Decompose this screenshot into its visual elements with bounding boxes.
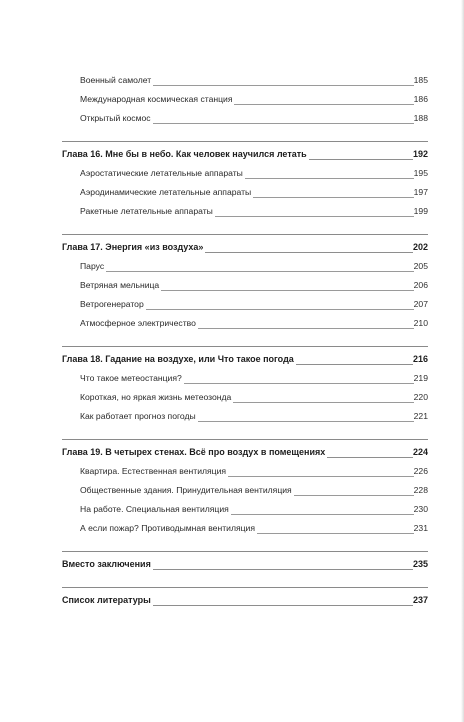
toc-chapter[interactable] bbox=[62, 347, 428, 368]
toc-chapter-page: 202 bbox=[412, 242, 428, 252]
toc-section-chapter-18 bbox=[62, 347, 428, 439]
toc-entry[interactable] bbox=[62, 182, 428, 201]
toc-entry[interactable] bbox=[62, 480, 428, 499]
toc-entry-label: Аэростатические летательные аппараты bbox=[80, 168, 243, 178]
toc-entry-label: Ракетные летательные аппараты bbox=[80, 206, 213, 216]
toc-entry-label: Короткая, но яркая жизнь метеозонда bbox=[80, 392, 232, 402]
dot-leader bbox=[234, 104, 413, 105]
dot-leader bbox=[161, 290, 413, 291]
toc-section-chapter-16 bbox=[62, 142, 428, 234]
dot-leader bbox=[198, 421, 414, 422]
toc-entry[interactable] bbox=[62, 294, 428, 313]
toc-entry-page: 207 bbox=[413, 299, 428, 309]
toc-entry-page: 230 bbox=[413, 504, 428, 514]
dot-leader bbox=[215, 216, 414, 217]
toc-entry[interactable] bbox=[62, 313, 428, 332]
toc-entry-page: 199 bbox=[413, 206, 428, 216]
toc-entry[interactable] bbox=[62, 275, 428, 294]
toc-chapter[interactable] bbox=[62, 142, 428, 163]
toc-entry[interactable] bbox=[62, 108, 428, 127]
dot-leader bbox=[205, 252, 413, 253]
toc-section-chapter-19 bbox=[62, 440, 428, 551]
dot-leader bbox=[233, 402, 413, 403]
toc-entry-label: Ветрогенератор bbox=[80, 299, 144, 309]
toc-entry[interactable] bbox=[62, 406, 428, 425]
toc-entry-label: Атмосферное электричество bbox=[80, 318, 196, 328]
dot-leader bbox=[153, 605, 413, 606]
toc-chapter-label: Глава 18. Гадание на воздухе, или Что такое погода bbox=[62, 354, 294, 364]
toc-entry-label: Военный самолет bbox=[80, 75, 152, 85]
toc-entry-label: Парус bbox=[80, 261, 105, 271]
toc-entry-label: А если пожар? Противодымная вентиляция bbox=[80, 523, 255, 533]
toc-entry-label: Общественные здания. Принудительная вентиляция bbox=[80, 485, 292, 495]
toc-chapter[interactable] bbox=[62, 588, 428, 609]
toc-entry-label: Квартира. Естественная вентиляция bbox=[80, 466, 227, 476]
toc-entry-label: Открытый космос bbox=[80, 113, 151, 123]
dot-leader bbox=[294, 495, 414, 496]
toc-entry-label: Как работает прогноз погоды bbox=[80, 411, 196, 421]
toc-entry-label: Международная космическая станция bbox=[80, 94, 233, 104]
toc-entry-page: 197 bbox=[413, 187, 428, 197]
toc-entry-page: 231 bbox=[413, 523, 428, 533]
toc-entry-page: 206 bbox=[413, 280, 428, 290]
toc-entry-page: 219 bbox=[413, 373, 428, 383]
dot-leader bbox=[153, 123, 414, 124]
toc-entry[interactable] bbox=[62, 89, 428, 108]
toc-entry[interactable] bbox=[62, 387, 428, 406]
dot-leader bbox=[184, 383, 414, 384]
toc-entry[interactable] bbox=[62, 256, 428, 275]
dot-leader bbox=[309, 159, 413, 160]
toc-entry-page: 228 bbox=[413, 485, 428, 495]
dot-leader bbox=[153, 569, 413, 570]
toc-entry-label: Ветряная мельница bbox=[80, 280, 160, 290]
toc-entry-page: 210 bbox=[413, 318, 428, 328]
toc-chapter-page: 237 bbox=[412, 595, 428, 605]
toc-section-chapter-17 bbox=[62, 235, 428, 346]
toc-entry-page: 195 bbox=[413, 168, 428, 178]
dot-leader bbox=[153, 85, 413, 86]
toc-entry-page: 185 bbox=[413, 75, 428, 85]
dot-leader bbox=[296, 364, 413, 365]
toc-chapter[interactable] bbox=[62, 552, 428, 573]
toc-section-bibliography bbox=[62, 588, 428, 609]
toc-entry[interactable] bbox=[62, 461, 428, 480]
toc-entry[interactable] bbox=[62, 70, 428, 89]
toc-chapter-page: 235 bbox=[412, 559, 428, 569]
dot-leader bbox=[245, 178, 414, 179]
toc-entry[interactable] bbox=[62, 201, 428, 220]
toc-entry-page: 226 bbox=[413, 466, 428, 476]
toc-entry[interactable] bbox=[62, 163, 428, 182]
toc-chapter-page: 224 bbox=[412, 447, 428, 457]
toc-entry-label: На работе. Специальная вентиляция bbox=[80, 504, 229, 514]
toc-entry-label: Что такое метеостанция? bbox=[80, 373, 182, 383]
toc-chapter-page: 192 bbox=[412, 149, 428, 159]
toc-entry[interactable] bbox=[62, 518, 428, 537]
toc-entry-page: 221 bbox=[413, 411, 428, 421]
dot-leader bbox=[257, 533, 414, 534]
toc-chapter-label: Вместо заключения bbox=[62, 559, 151, 569]
dot-leader bbox=[228, 476, 414, 477]
toc-chapter-label: Глава 19. В четырех стенах. Всё про воздух в помещениях bbox=[62, 447, 326, 457]
toc-chapter-label: Список литературы bbox=[62, 595, 151, 605]
toc-entry-page: 220 bbox=[413, 392, 428, 402]
toc-chapter[interactable] bbox=[62, 440, 428, 461]
dot-leader bbox=[146, 309, 414, 310]
toc-entry-label: Аэродинамические летательные аппараты bbox=[80, 187, 252, 197]
dot-leader bbox=[231, 514, 414, 515]
toc-chapter-label: Глава 16. Мне бы в небо. Как человек научился летать bbox=[62, 149, 307, 159]
table-of-contents bbox=[62, 70, 428, 609]
toc-chapter-label: Глава 17. Энергия «из воздуха» bbox=[62, 242, 204, 252]
toc-section-continued bbox=[62, 70, 428, 141]
toc-section-conclusion bbox=[62, 552, 428, 587]
toc-chapter[interactable] bbox=[62, 235, 428, 256]
toc-entry-page: 205 bbox=[413, 261, 428, 271]
toc-entry-page: 188 bbox=[413, 113, 428, 123]
toc-chapter-page: 216 bbox=[412, 354, 428, 364]
toc-entry[interactable] bbox=[62, 499, 428, 518]
dot-leader bbox=[253, 197, 413, 198]
dot-leader bbox=[327, 457, 413, 458]
toc-entry-page: 186 bbox=[413, 94, 428, 104]
dot-leader bbox=[198, 328, 414, 329]
dot-leader bbox=[106, 271, 414, 272]
toc-entry[interactable] bbox=[62, 368, 428, 387]
